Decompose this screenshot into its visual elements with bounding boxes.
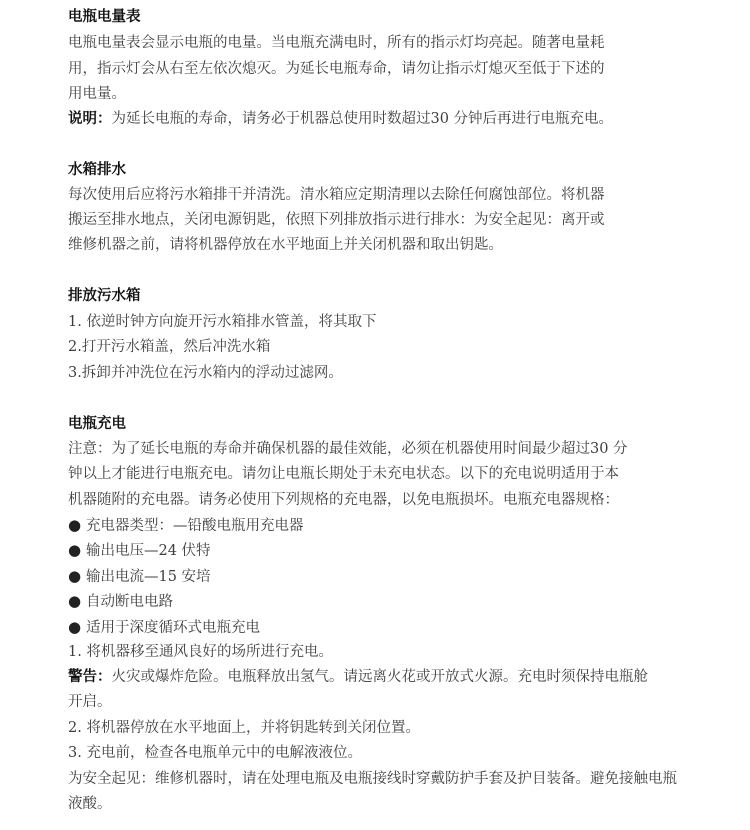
warning-line <box>68 664 648 690</box>
paragraph-line: 维修机器之前，请将机器停放在水平地面上并关闭机器和取出钥匙。 <box>68 237 503 253</box>
paragraph-line: 每次使用后应将污水箱排干并清洗。清水箱应定期清理以去除任何腐蚀部位。将机器 <box>68 187 605 203</box>
section-title-drain-dirty-tank: 排放污水箱 <box>68 288 141 304</box>
step-item: 3.拆卸并冲洗位在污水箱内的浮动过滤网。 <box>68 365 343 381</box>
paragraph-line: 搬运至排水地点，关闭电源钥匙，依照下列排放指示进行排水：为安全起见：离开或 <box>68 212 605 228</box>
paragraph-line: 用电量。 <box>68 86 126 102</box>
section-title-tank-drain: 水箱排水 <box>68 162 126 178</box>
spec-list-item <box>68 512 304 538</box>
safety-note-line: 液酸。 <box>68 796 112 812</box>
spec-list-item <box>68 563 211 589</box>
spec-text: 输出电压—24 伏特 <box>86 543 211 559</box>
paragraph-line: 电瓶电量表会显示电瓶的电量。当电瓶充满电时，所有的指示灯均亮起。随著电量耗 <box>68 35 605 51</box>
section-title-battery-gauge: 电瓶电量表 <box>68 9 141 25</box>
bullet-icon: ● <box>68 618 82 636</box>
spec-text: 适用于深度循环式电瓶充电 <box>86 620 260 636</box>
bullet-icon: ● <box>68 567 82 585</box>
spec-list-item <box>68 537 211 563</box>
step-item: 1. 依逆时钟方向旋开污水箱排水管盖，将其取下 <box>68 314 377 330</box>
bullet-icon: ● <box>68 516 82 534</box>
section-title-battery-charging: 电瓶充电 <box>68 416 126 432</box>
warning-label: 警告： <box>68 669 112 685</box>
paragraph-line: 钟以上才能进行电瓶充电。请勿让电瓶长期处于未充电状态。以下的充电说明适用于本 <box>68 466 619 482</box>
paragraph-line: 机器随附的充电器。请务必使用下列规格的充电器，以免电瓶损坏。电瓶充电器规格： <box>68 492 619 508</box>
note-line <box>68 106 613 132</box>
note-text: 为延长电瓶的寿命，请务必于机器总使用时数超过30 分钟后再进行电瓶充电。 <box>111 111 614 127</box>
step-item: 1. 将机器移至通风良好的场所进行充电。 <box>68 644 333 660</box>
warning-continuation: 开启。 <box>68 694 112 710</box>
bullet-icon: ● <box>68 541 82 559</box>
paragraph-line: 用，指示灯会从右至左依次熄灭。为延长电瓶寿命，请勿让指示灯熄灭至低于下述的 <box>68 61 605 77</box>
safety-note-line: 为安全起见：维修机器时，请在处理电瓶及电瓶接线时穿戴防护手套及护目装备。避免接触电瓶 <box>68 771 677 787</box>
spec-text: 输出电流—15 安培 <box>86 569 211 585</box>
spec-text: 自动断电电路 <box>86 594 173 610</box>
step-item: 2.打开污水箱盖，然后冲洗水箱 <box>68 339 271 355</box>
spec-list-item <box>68 588 173 614</box>
spec-text: 充电器类型：—铅酸电瓶用充电器 <box>86 518 304 534</box>
note-label: 说明： <box>68 111 112 127</box>
step-item: 2. 将机器停放在水平地面上，并将钥匙转到关闭位置。 <box>68 720 420 736</box>
step-item: 3. 充电前，检查各电瓶单元中的电解液液位。 <box>68 745 362 761</box>
paragraph-line: 注意：为了延长电瓶的寿命并确保机器的最佳效能，必须在机器使用时间最少超过30 分 <box>68 441 628 457</box>
warning-text: 火灾或爆炸危险。电瓶释放出氢气。请远离火花或开放式火源。充电时须保持电瓶舱 <box>111 669 648 685</box>
bullet-icon: ● <box>68 592 82 610</box>
spec-list-item <box>68 614 260 640</box>
